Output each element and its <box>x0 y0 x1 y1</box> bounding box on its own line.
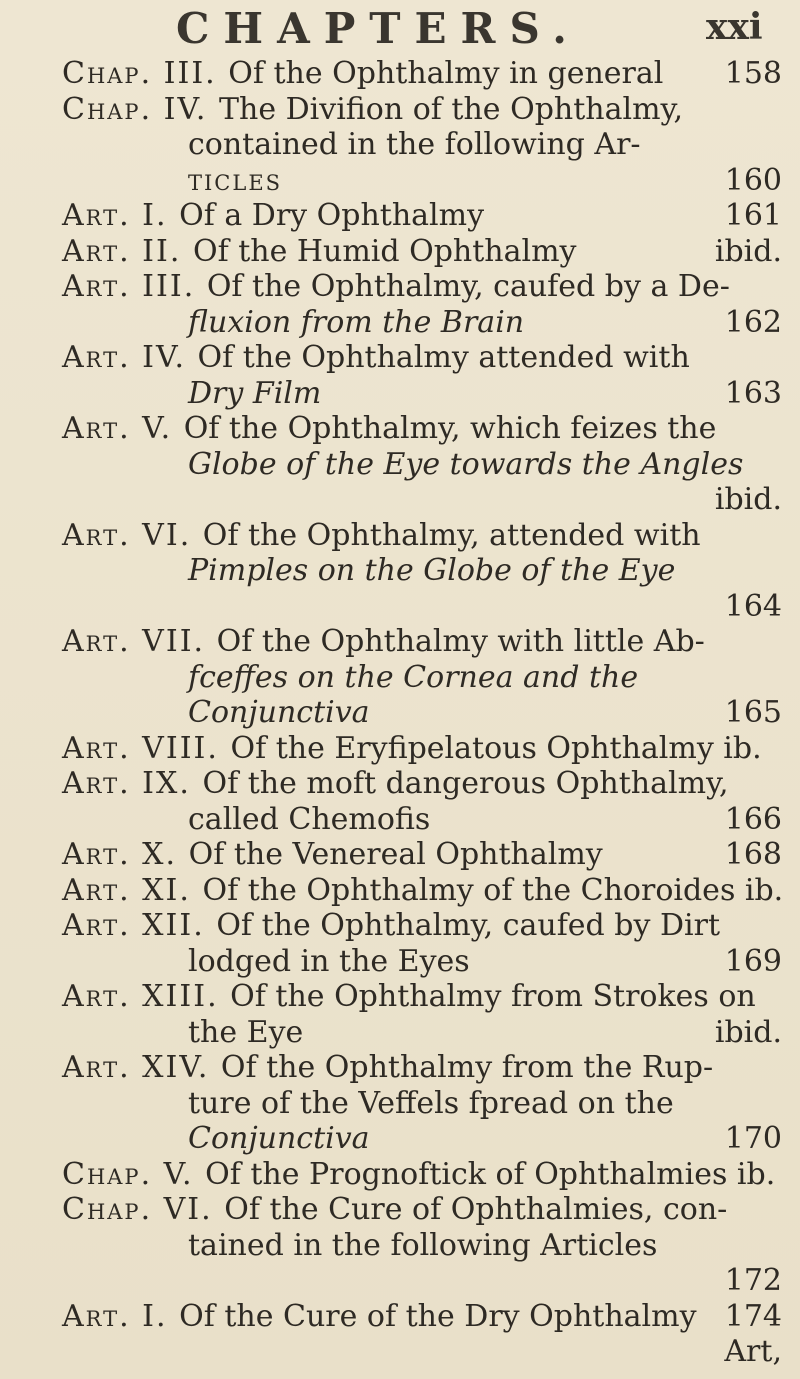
entry-label: Art. I. <box>62 198 180 233</box>
toc-line <box>188 802 782 837</box>
entry-text: contained in the following Ar- <box>188 127 641 162</box>
entry-page: 162 <box>724 305 782 340</box>
toc-line <box>62 873 782 908</box>
entry-label: Art. IV. <box>62 340 198 375</box>
entry-text: tained in the following Articles <box>188 1228 658 1263</box>
toc-line <box>188 553 782 588</box>
toc-line <box>188 376 782 411</box>
toc-line <box>188 482 782 517</box>
toc-line <box>188 447 782 482</box>
running-header <box>0 4 800 54</box>
toc-line <box>62 269 782 304</box>
entry-label: Art. VIII. <box>62 731 231 766</box>
toc-line <box>62 1192 782 1227</box>
running-title: CHAPTERS. <box>176 4 581 53</box>
entry-page: 158 <box>724 56 782 91</box>
entry-label: Chap. IV. <box>62 92 219 127</box>
entry-text: Of the Ophthalmy in general <box>228 56 664 91</box>
toc-line <box>62 518 782 553</box>
toc-line <box>62 1299 782 1334</box>
entry-text: The Divifion of the Ophthalmy, <box>218 92 684 127</box>
entry-page: ibid. <box>714 1015 782 1050</box>
entry-page: ibid. <box>714 234 782 269</box>
folio-number: xxi <box>706 6 763 48</box>
entry-page: 168 <box>724 837 782 872</box>
toc-line <box>188 1015 782 1050</box>
entry-text: Of the Cure of Ophthalmies, con- <box>224 1192 728 1227</box>
entry-text: fceffes on the Cornea and the <box>188 660 639 695</box>
toc-line <box>62 979 782 1014</box>
entry-text: Of the Humid Ophthalmy <box>192 234 577 269</box>
entry-label: Art. I. <box>62 1299 180 1334</box>
entry-label: Chap. VI. <box>62 1192 225 1227</box>
toc-line <box>62 766 782 801</box>
entry-text: Pimples on the Globe of the Eye <box>188 553 676 588</box>
entry-label: Art. XIV. <box>62 1050 221 1085</box>
entry-label: Art. XIII. <box>62 979 231 1014</box>
toc-line <box>188 695 782 730</box>
toc-line <box>62 908 782 943</box>
entry-page: 165 <box>724 695 782 730</box>
entry-text: Of the Prognoftick of Ophthalmies ib. <box>205 1157 776 1192</box>
entry-page: 164 <box>724 589 782 624</box>
entry-label: Art. III. <box>62 269 207 304</box>
entry-label: Art. IX. <box>62 766 203 801</box>
entry-page: 170 <box>724 1121 782 1156</box>
toc-line <box>62 1050 782 1085</box>
entry-label: Art. XII. <box>62 908 217 943</box>
entry-label: Art. VI. <box>62 518 203 553</box>
entry-label: Art. V. <box>62 411 184 446</box>
entry-text: Of the Ophthalmy, attended with <box>202 518 701 553</box>
entry-text: Conjunctiva <box>188 695 370 730</box>
entry-text: Of the Ophthalmy from the Rup- <box>220 1050 714 1085</box>
entry-page: 169 <box>724 944 782 979</box>
toc-line <box>188 1263 782 1298</box>
entry-text: Of the Eryfipelatous Ophthalmy ib. <box>230 731 762 766</box>
toc-line <box>62 340 782 375</box>
entry-text: Of the Ophthalmy attended with <box>197 340 690 375</box>
entry-text: Dry Film <box>188 376 322 411</box>
toc-line <box>188 1086 782 1121</box>
entry-text: Of the Ophthalmy from Strokes on <box>230 979 756 1014</box>
entry-page: 163 <box>724 376 782 411</box>
entry-text: Of the Ophthalmy, which feizes the <box>183 411 717 446</box>
entry-page: Art, <box>724 1334 782 1369</box>
entry-text: Globe of the Eye towards the Angles <box>188 447 744 482</box>
toc-line <box>188 127 782 162</box>
entry-text: Of the Ophthalmy, caufed by Dirt <box>216 908 721 943</box>
entry-page: ibid. <box>714 482 782 517</box>
toc-line <box>188 589 782 624</box>
toc-line <box>62 56 782 91</box>
entry-text: Of the Venereal Ophthalmy <box>188 837 603 872</box>
toc-line <box>62 411 782 446</box>
entry-text: Of the moft dangerous Ophthalmy, <box>202 766 729 801</box>
entry-page: 160 <box>724 163 782 198</box>
entry-text: Of a Dry Ophthalmy <box>179 198 485 233</box>
toc-line <box>188 1334 782 1369</box>
entry-text: Of the Ophthalmy, caufed by a De- <box>206 269 730 304</box>
toc-line <box>188 944 782 979</box>
entry-page: 174 <box>724 1299 782 1334</box>
toc-line <box>62 234 782 269</box>
entry-label: Chap. V. <box>62 1157 206 1192</box>
toc-line <box>62 198 782 233</box>
entry-page: 172 <box>724 1263 782 1298</box>
entry-text: ticles <box>188 163 283 198</box>
entry-label: Art. VII. <box>62 624 217 659</box>
entry-text: called Chemofis <box>188 802 431 837</box>
toc-line <box>188 1228 782 1263</box>
entry-text: Of the Ophthalmy of the Choroides ib. <box>202 873 784 908</box>
toc-line <box>62 1157 782 1192</box>
entry-label: Chap. III. <box>62 56 229 91</box>
entry-page: 166 <box>724 802 782 837</box>
toc-line <box>62 837 782 872</box>
toc-line <box>62 624 782 659</box>
entry-text: ture of the Veffels fpread on the <box>188 1086 674 1121</box>
entry-text: Of the Cure of the Dry Ophthalmy <box>179 1299 697 1334</box>
toc-line <box>188 305 782 340</box>
toc-line <box>188 660 782 695</box>
entry-page: 161 <box>724 198 782 233</box>
toc-line <box>188 1121 782 1156</box>
toc-line <box>62 731 782 766</box>
entry-label: Art. X. <box>62 837 189 872</box>
toc-line <box>188 163 782 198</box>
entry-text: Conjunctiva <box>188 1121 370 1156</box>
entry-label: Art. II. <box>62 234 193 269</box>
toc-line <box>62 92 782 127</box>
entry-text: the Eye <box>188 1015 304 1050</box>
entry-label: Art. XI. <box>62 873 203 908</box>
entry-text: lodged in the Eyes <box>188 944 470 979</box>
entry-text: Of the Ophthalmy with little Ab- <box>216 624 705 659</box>
entry-text: fluxion from the Brain <box>188 305 525 340</box>
